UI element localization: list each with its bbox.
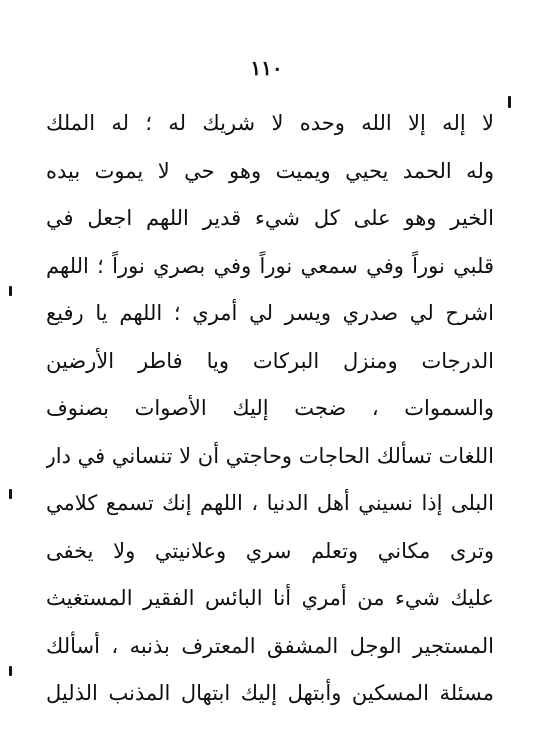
text-line: مسئلة المسكين وأبتهل إليك ابتهال المذنب الذليل: [46, 681, 494, 705]
text-line: اللغات تسألك الحاجات وحاجتي أن لا تنساني في دار: [46, 443, 494, 468]
text-line: اشرح لي صدري ويسر لي أمري ؛ اللهم يا رفيع: [46, 301, 494, 325]
margin-mark: [508, 96, 511, 108]
text-line: قلبي نوراً وفي سمعي نوراً وفي بصري نوراً ؛ اللهم: [46, 253, 494, 278]
text-line: لا إله إلا الله وحده لا شريك له ؛ له الملك: [46, 111, 494, 135]
margin-mark: [9, 666, 12, 676]
text-line: وله الحمد يحيي ويميت وهو حي لا يموت بيده: [46, 158, 494, 183]
text-line: وترى مكاني وتعلم سري وعلانيتي ولا يخفى: [46, 538, 494, 563]
text-line: عليك شيء من أمري أنا البائس الفقير المستغيث: [46, 586, 494, 610]
text-line: والسموات ، ضجت إليك الأصوات بصنوف: [46, 396, 494, 420]
text-line: الدرجات ومنزل البركات ويا فاطر الأرضين: [46, 348, 494, 373]
page-number: ١١٠: [250, 56, 283, 80]
body-text: [46, 100, 494, 718]
margin-mark: [9, 286, 12, 296]
text-line: الخير وهو على كل شيء قدير اللهم اجعل في: [46, 206, 494, 230]
text-line: المستجير الوجل المشفق المعترف بذنبه ، أسألك: [46, 633, 494, 658]
margin-mark: [9, 489, 12, 499]
text-line: البلى إذا نسيني أهل الدنيا ، اللهم إنك تسمع كلامي: [46, 491, 494, 515]
